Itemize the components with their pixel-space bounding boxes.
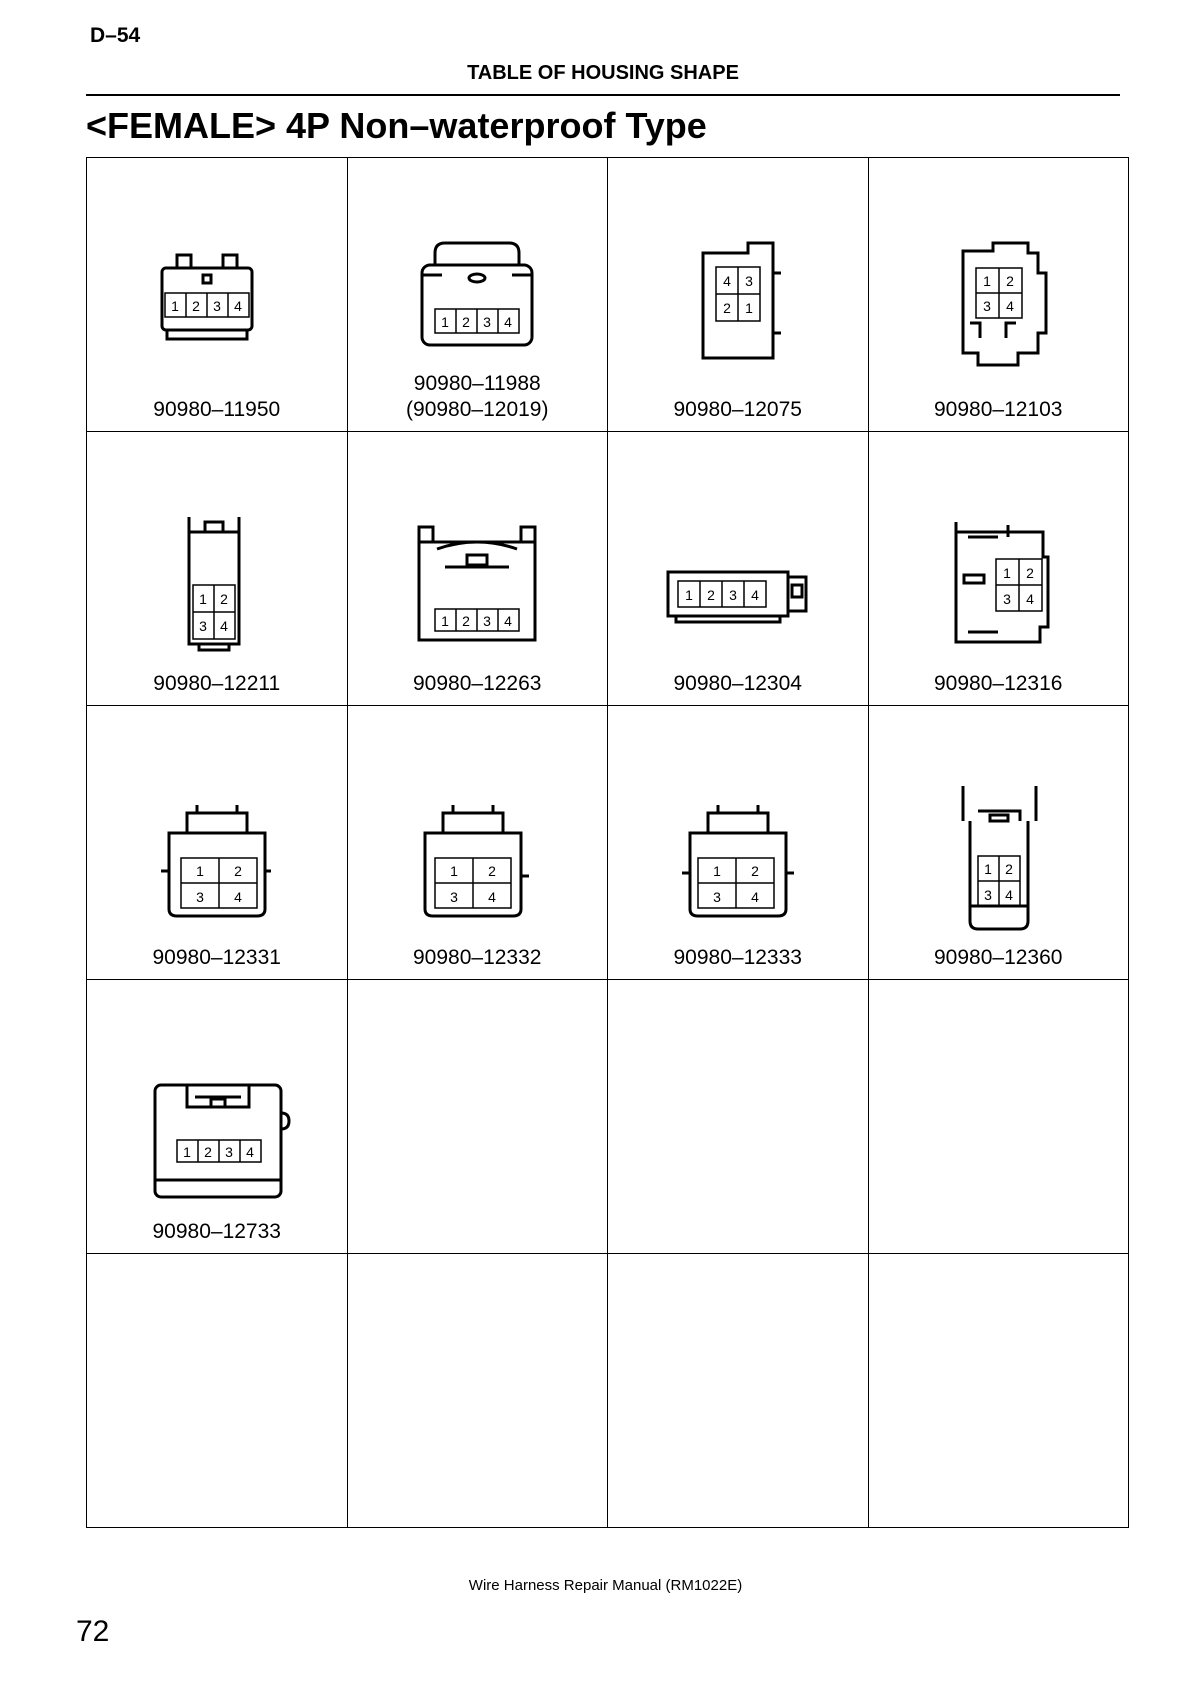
part-number: 90980–12304	[673, 672, 802, 695]
connector-cell	[868, 158, 1129, 432]
pin-label: 1	[198, 591, 207, 607]
connector-diagram	[648, 213, 828, 393]
pin-label: 4	[722, 273, 731, 289]
connector-cell	[608, 432, 869, 706]
empty-cell	[608, 980, 869, 1254]
connector-cell	[868, 432, 1129, 706]
connector-cell	[87, 432, 348, 706]
pin-label: 4	[1006, 298, 1015, 314]
part-number: 90980–12733	[152, 1220, 281, 1243]
pin-label: 3	[450, 889, 459, 905]
pin-label: 3	[212, 298, 221, 314]
pin-label: 4	[750, 587, 759, 603]
pin-label: 1	[744, 300, 753, 316]
connector-diagram	[127, 487, 307, 667]
connector-cell	[347, 432, 608, 706]
connector-cell	[608, 158, 869, 432]
pin-label: 2	[750, 863, 759, 879]
pin-label: 1	[441, 613, 450, 629]
connector-diagram	[387, 761, 567, 941]
part-number: 90980–12211	[153, 672, 281, 695]
section-title: TABLE OF HOUSING SHAPE	[467, 62, 739, 84]
pin-label: 2	[1026, 565, 1035, 581]
empty-cell	[347, 1254, 608, 1528]
title-rule	[86, 94, 1120, 96]
table-row	[87, 158, 1129, 432]
part-number: 90980–12332	[413, 946, 542, 969]
part-number: 90980–12360	[934, 946, 1063, 969]
pin-label: 2	[203, 1144, 212, 1160]
pin-label: 4	[504, 613, 513, 629]
part-number: 90980–12263	[413, 672, 542, 695]
connector-diagram	[127, 1035, 307, 1215]
part-number: 90980–11950	[153, 398, 281, 421]
pin-label: 1	[441, 314, 450, 330]
connector-cell	[347, 706, 608, 980]
table-row	[87, 980, 1129, 1254]
table-row	[87, 1254, 1129, 1528]
connector-diagram	[908, 761, 1088, 941]
part-number	[348, 371, 608, 423]
pin-label: 2	[233, 863, 242, 879]
empty-cell	[868, 1254, 1129, 1528]
part-number-alternate: (90980–12019)	[406, 398, 549, 421]
pin-label: 4	[233, 298, 242, 314]
pin-label: 1	[450, 863, 459, 879]
part-number: 90980–12331	[152, 946, 281, 969]
pin-label: 3	[195, 889, 204, 905]
pin-label: 3	[198, 618, 207, 634]
main-title: <FEMALE> 4P Non–waterproof Type	[86, 105, 707, 146]
pin-label: 4	[504, 314, 513, 330]
pin-label: 2	[1006, 273, 1015, 289]
empty-cell	[87, 1254, 348, 1528]
pin-label: 1	[170, 298, 179, 314]
empty-cell	[347, 980, 608, 1254]
pin-label: 3	[744, 273, 753, 289]
page-number: 72	[76, 1615, 110, 1648]
pin-label: 3	[1003, 591, 1012, 607]
connector-diagram	[908, 213, 1088, 393]
connector-cell	[87, 158, 348, 432]
pin-label: 1	[983, 273, 992, 289]
pin-label: 4	[219, 618, 228, 634]
connector-cell	[87, 706, 348, 980]
pin-label: 2	[1005, 861, 1014, 877]
pin-label: 2	[722, 300, 731, 316]
connector-cell	[87, 980, 348, 1254]
pin-label: 4	[233, 889, 242, 905]
pin-label: 2	[191, 298, 200, 314]
pin-label: 1	[1003, 565, 1012, 581]
pin-label: 4	[488, 889, 497, 905]
pin-label: 3	[224, 1144, 233, 1160]
connector-diagram	[127, 213, 307, 393]
pin-label: 3	[983, 298, 992, 314]
pin-label: 4	[245, 1144, 254, 1160]
pin-label: 1	[195, 863, 204, 879]
pin-label: 4	[750, 889, 759, 905]
pin-label: 4	[1026, 591, 1035, 607]
pin-label: 1	[984, 861, 993, 877]
table-row	[87, 706, 1129, 980]
pin-label: 1	[182, 1144, 191, 1160]
part-number: 90980–12333	[673, 946, 802, 969]
part-number: 90980–12316	[934, 672, 1063, 695]
connector-diagram	[387, 487, 567, 667]
pin-label: 3	[984, 887, 993, 903]
connector-diagram	[648, 487, 828, 667]
part-number: 90980–12103	[934, 398, 1063, 421]
empty-cell	[608, 1254, 869, 1528]
pin-label: 2	[462, 613, 471, 629]
pin-label: 4	[1005, 887, 1014, 903]
empty-cell	[868, 980, 1129, 1254]
connector-diagram	[387, 213, 567, 393]
pin-label: 2	[219, 591, 228, 607]
part-number: 90980–12075	[673, 398, 802, 421]
part-number-primary: 90980–11988	[413, 372, 541, 395]
connector-cell	[608, 706, 869, 980]
pin-label: 2	[462, 314, 471, 330]
pin-label: 3	[483, 613, 492, 629]
pin-label: 1	[712, 863, 721, 879]
footer-manual-title: Wire Harness Repair Manual (RM1022E)	[468, 1577, 743, 1594]
connector-cell	[868, 706, 1129, 980]
pin-label: 2	[706, 587, 715, 603]
connector-diagram	[127, 761, 307, 941]
pin-label: 3	[728, 587, 737, 603]
pin-label: 3	[483, 314, 492, 330]
page-id: D–54	[90, 24, 141, 47]
table-row	[87, 432, 1129, 706]
pin-label: 2	[488, 863, 497, 879]
connector-diagram	[908, 487, 1088, 667]
housing-shape-table	[86, 157, 1129, 1528]
pin-label: 1	[684, 587, 693, 603]
pin-label: 3	[712, 889, 721, 905]
connector-diagram	[648, 761, 828, 941]
connector-cell	[347, 158, 608, 432]
